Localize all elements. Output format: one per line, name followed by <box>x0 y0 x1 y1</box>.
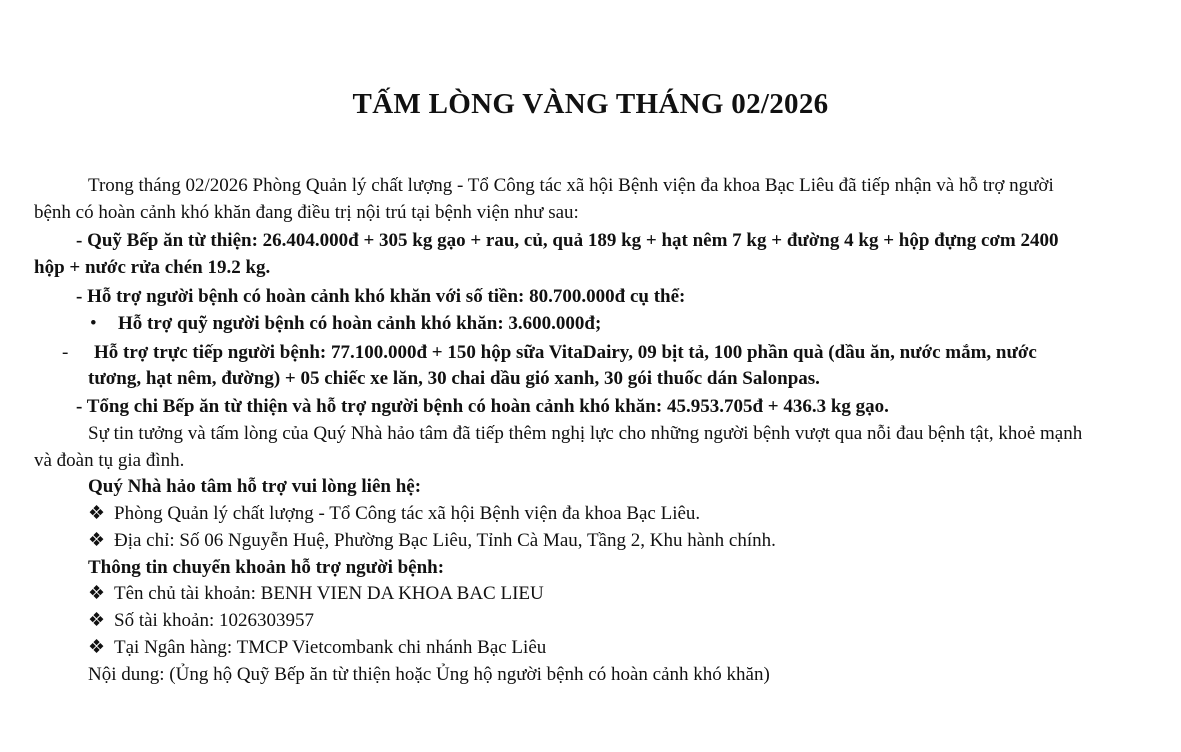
kitchen-fund-line-2: hộp + nước rửa chén 19.2 kg. <box>34 257 271 278</box>
support-total: - Hỗ trợ người bệnh có hoàn cảnh khó khăn với số tiền: 80.700.000đ cụ thể: <box>76 286 686 307</box>
grand-total: - Tổng chi Bếp ăn từ thiện và hỗ trợ người bệnh có hoàn cảnh khó khăn: 45.953.705đ + 436.3 kg gạo. <box>76 396 889 417</box>
kitchen-fund-line-1: - Quỹ Bếp ăn từ thiện: 26.404.000đ + 305 kg gạo + rau, củ, quả 189 kg + hạt nêm 7 kg + đường 4 kg + hộp đựng cơm 2400 <box>76 230 1059 251</box>
fund-support-text: Hỗ trợ quỹ người bệnh có hoàn cảnh khó khăn: 3.600.000đ; <box>118 313 602 334</box>
transfer-heading: Thông tin chuyển khoản hỗ trợ người bệnh: <box>88 557 445 578</box>
diamond-bullet-icon: ❖ <box>88 610 106 631</box>
transfer-bank: Tại Ngân hàng: TMCP Vietcombank chi nhánh Bạc Liêu <box>114 637 547 658</box>
direct-support-line-1: Hỗ trợ trực tiếp người bệnh: 77.100.000đ + 150 hộp sữa VitaDairy, 09 bịt tả, 100 phần quà (dầu ăn, nước mắm, nước <box>94 342 1037 363</box>
contact-heading: Quý Nhà hảo tâm hỗ trợ vui lòng liên hệ: <box>88 476 422 497</box>
trust-line-2: và đoàn tụ gia đình. <box>34 450 185 471</box>
dash-marker: - <box>62 342 69 363</box>
diamond-bullet-icon: ❖ <box>88 530 106 551</box>
transfer-account-name: Tên chủ tài khoản: BENH VIEN DA KHOA BAC LIEU <box>114 583 544 604</box>
bullet-icon: • <box>90 313 97 334</box>
contact-item-address: Địa chỉ: Số 06 Nguyễn Huệ, Phường Bạc Liêu, Tỉnh Cà Mau, Tầng 2, Khu hành chính. <box>114 530 776 551</box>
intro-line-1: Trong tháng 02/2026 Phòng Quản lý chất lượng - Tổ Công tác xã hội Bệnh viện đa khoa Bạc Liêu đã tiếp nhận và hỗ trợ người <box>88 175 1054 196</box>
transfer-account-number: Số tài khoản: 1026303957 <box>114 610 315 631</box>
direct-support-line-2: tương, hạt nêm, đường) + 05 chiếc xe lăn, 30 chai dầu gió xanh, 30 gói thuốc dán Salonpas. <box>88 368 820 389</box>
diamond-bullet-icon: ❖ <box>88 583 106 604</box>
page-title: TẤM LÒNG VÀNG THÁNG 02/2026 <box>352 88 829 120</box>
transfer-content: Nội dung: (Ủng hộ Quỹ Bếp ăn từ thiện hoặc Ủng hộ người bệnh có hoàn cảnh khó khăn) <box>88 664 770 685</box>
diamond-bullet-icon: ❖ <box>88 637 106 658</box>
intro-line-2: bệnh có hoàn cảnh khó khăn đang điều trị nội trú tại bệnh viện như sau: <box>34 202 579 223</box>
diamond-bullet-icon: ❖ <box>88 503 106 524</box>
trust-line-1: Sự tin tưởng và tấm lòng của Quý Nhà hảo tâm đã tiếp thêm nghị lực cho những người bệnh vượt qua nỗi đau bệnh tật, khoẻ mạnh <box>88 423 1083 444</box>
contact-item-department: Phòng Quản lý chất lượng - Tổ Công tác xã hội Bệnh viện đa khoa Bạc Liêu. <box>114 503 701 524</box>
